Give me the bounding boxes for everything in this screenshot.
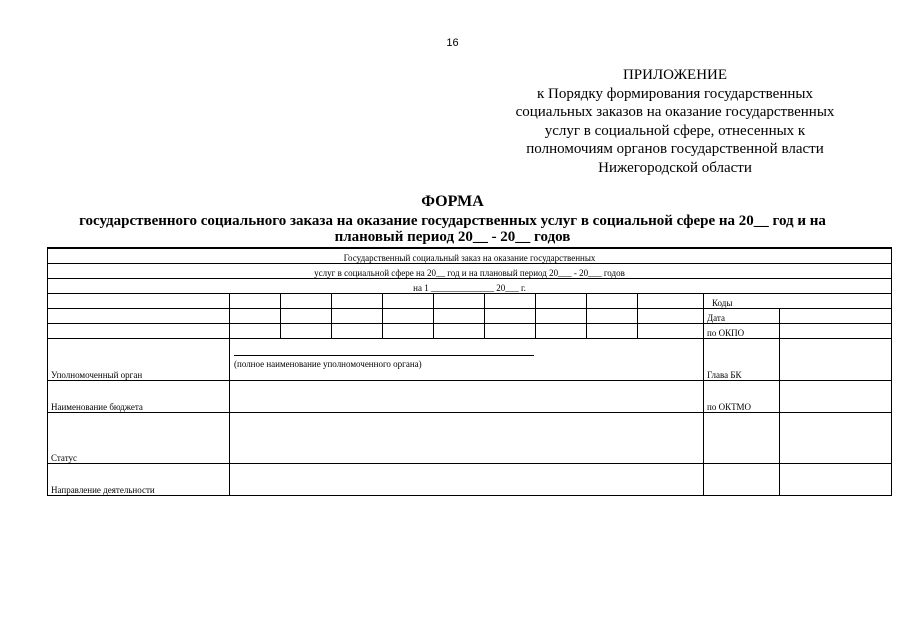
blank-cell xyxy=(383,308,434,323)
table-row xyxy=(48,338,892,380)
appendix-line: к Порядку формирования государственных xyxy=(537,85,813,102)
form-title-subtitle-line2: плановый период 20__ - 20__ годов xyxy=(334,229,571,245)
blank-cell xyxy=(587,323,638,338)
budget-name-label: Наименование бюджета xyxy=(48,380,230,412)
blank-cell xyxy=(383,323,434,338)
blank-cell xyxy=(536,293,587,308)
oktmo-label: по ОКТМО xyxy=(704,380,780,412)
blank-cell xyxy=(332,308,383,323)
bk-head-label: Глава БК xyxy=(704,338,780,380)
blank-cell xyxy=(704,412,780,463)
blank-cell xyxy=(230,293,281,308)
blank-cell xyxy=(485,308,536,323)
table-row xyxy=(48,463,892,495)
codes-header: Коды xyxy=(704,293,892,308)
okpo-code-field[interactable] xyxy=(780,323,892,338)
header-title-line1: Государственный социальный заказ на оказание государственных xyxy=(48,248,892,263)
date-label: Дата xyxy=(704,308,780,323)
blank-cell xyxy=(704,463,780,495)
blank-cell xyxy=(780,412,892,463)
blank-cell xyxy=(434,323,485,338)
date-code-field[interactable] xyxy=(780,308,892,323)
blank-cell xyxy=(332,293,383,308)
appendix-block xyxy=(490,66,860,178)
authorized-body-field[interactable] xyxy=(230,338,704,380)
blank-cell xyxy=(485,323,536,338)
budget-name-field[interactable] xyxy=(230,380,704,412)
blank-cell xyxy=(638,323,704,338)
status-label: Статус xyxy=(48,412,230,463)
status-field[interactable] xyxy=(230,412,704,463)
blank-cell xyxy=(230,308,281,323)
bk-head-code-field[interactable] xyxy=(780,338,892,380)
authorized-body-label: Уполномоченный орган xyxy=(48,338,230,380)
appendix-line: услуг в социальной сфере, отнесенных к xyxy=(544,122,806,139)
blank-cell xyxy=(536,308,587,323)
appendix-line: полномочиям органов государственной власти xyxy=(526,141,824,158)
blank-cell xyxy=(485,293,536,308)
header-date-line: на 1 ______________ 20___ г. xyxy=(48,278,892,293)
blank-cell xyxy=(638,308,704,323)
activity-direction-label: Направление деятельности xyxy=(48,463,230,495)
blank-cell xyxy=(48,323,230,338)
blank-cell xyxy=(48,293,230,308)
table-row xyxy=(48,278,892,293)
table-row xyxy=(48,293,892,308)
form-title-heading: ФОРМА xyxy=(421,193,484,210)
blank-cell xyxy=(332,323,383,338)
okpo-label: по ОКПО xyxy=(704,323,780,338)
blank-cell xyxy=(383,293,434,308)
form-title-subtitle: государственного социального заказа на оказание государственных услуг в социальной сфере на 20__ год и на xyxy=(79,212,826,229)
blank-cell xyxy=(230,323,281,338)
page-number: 16 xyxy=(446,37,459,49)
table-row xyxy=(48,380,892,412)
blank-cell xyxy=(434,308,485,323)
table-row xyxy=(48,308,892,323)
blank-cell xyxy=(281,293,332,308)
form-title xyxy=(40,194,865,246)
blank-cell xyxy=(536,323,587,338)
appendix-line: социальных заказов на оказание государственных xyxy=(515,104,835,121)
underline xyxy=(234,355,534,356)
authorized-body-caption: (полное наименование уполномоченного органа) xyxy=(234,358,422,369)
blank-cell xyxy=(638,293,704,308)
blank-cell xyxy=(587,308,638,323)
oktmo-code-field[interactable] xyxy=(780,380,892,412)
header-title-line2: услуг в социальной сфере на 20__ год и на плановый период 20___ - 20___ годов xyxy=(48,263,892,278)
blank-cell xyxy=(281,308,332,323)
appendix-line: Нижегородской области xyxy=(598,159,752,176)
table-row xyxy=(48,323,892,338)
blank-cell xyxy=(434,293,485,308)
activity-direction-field[interactable] xyxy=(230,463,704,495)
table-row xyxy=(48,248,892,263)
blank-cell xyxy=(281,323,332,338)
blank-cell xyxy=(780,463,892,495)
table-row xyxy=(48,412,892,463)
table-row xyxy=(48,263,892,278)
social-order-form-table xyxy=(47,247,892,496)
blank-cell xyxy=(587,293,638,308)
blank-cell xyxy=(48,308,230,323)
appendix-heading: ПРИЛОЖЕНИЕ xyxy=(622,67,728,83)
